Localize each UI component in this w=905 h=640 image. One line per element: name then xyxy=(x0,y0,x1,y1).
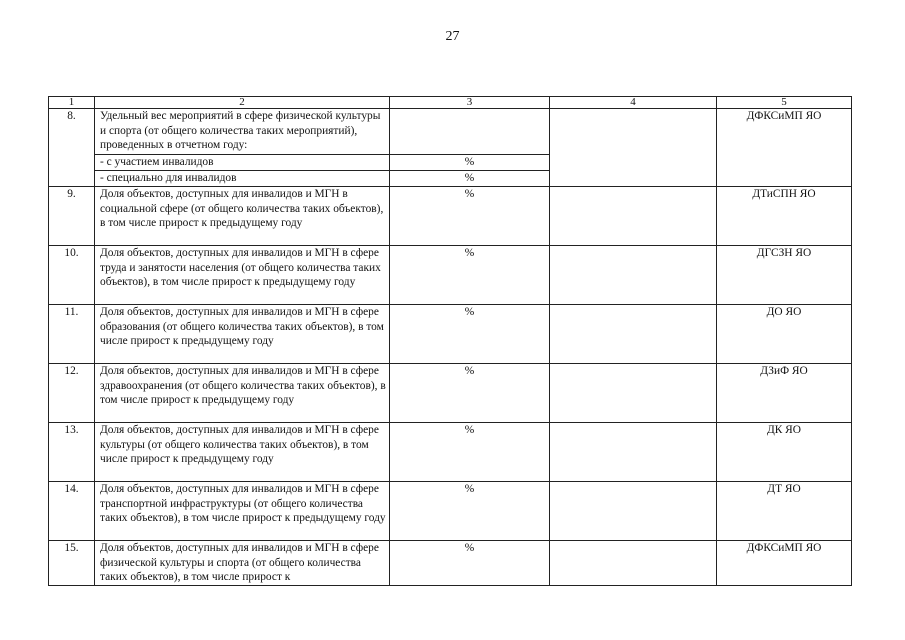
row-name: Доля объектов, доступных для инвалидов и МГН в сфере образования (от общего количества таких объектов), в том числе прирост к предыдущему году xyxy=(95,305,390,364)
row-value xyxy=(550,364,717,423)
row-unit: % xyxy=(390,305,550,364)
row-value xyxy=(550,423,717,482)
row-unit: % xyxy=(390,246,550,305)
row-number: 10. xyxy=(49,246,95,305)
row-responsible: ДК ЯО xyxy=(717,423,852,482)
row-name: Доля объектов, доступных для инвалидов и МГН в сфере транспортной инфраструктуры (от общего количества таких объектов), в том числе прирост к предыдущему году xyxy=(95,482,390,541)
header-cell-3: 3 xyxy=(390,97,550,109)
row-unit: % xyxy=(390,423,550,482)
row-name: Доля объектов, доступных для инвалидов и МГН в сфере культуры (от общего количества таких объектов), в том числе прирост к предыдущему году xyxy=(95,423,390,482)
header-cell-4: 4 xyxy=(550,97,717,109)
header-cell-5: 5 xyxy=(717,97,852,109)
row-unit: % xyxy=(390,364,550,423)
row-name: Доля объектов, доступных для инвалидов и МГН в сфере труда и занятости населения (от общего количества таких объектов), в том числе прирост к предыдущему году xyxy=(95,246,390,305)
row-value xyxy=(550,246,717,305)
row-number: 9. xyxy=(49,187,95,246)
header-cell-2: 2 xyxy=(95,97,390,109)
row-value xyxy=(550,305,717,364)
row-responsible: ДФКСиМП ЯО xyxy=(717,109,852,187)
row-name: Удельный вес мероприятий в сфере физической культуры и спорта (от общего количества таких мероприятий), проведенных в отчетном году: xyxy=(95,109,390,155)
row-value xyxy=(550,187,717,246)
header-row xyxy=(49,97,852,109)
table-row-14 xyxy=(49,482,852,541)
page-number: 27 xyxy=(445,29,460,44)
table-row-15 xyxy=(49,541,852,586)
subrow-unit: % xyxy=(390,155,550,171)
row-name: Доля объектов, доступных для инвалидов и МГН в сфере здравоохранения (от общего количества таких объектов), в том числе прирост к предыдущему году xyxy=(95,364,390,423)
row-responsible: ДФКСиМП ЯО xyxy=(717,541,852,586)
row-unit: % xyxy=(390,482,550,541)
table-row-10 xyxy=(49,246,852,305)
row-value xyxy=(550,109,717,187)
row-unit: % xyxy=(390,187,550,246)
row-responsible: ДГСЗН ЯО xyxy=(717,246,852,305)
row-value xyxy=(550,482,717,541)
subrow-name: - специально для инвалидов xyxy=(95,171,390,187)
indicators-table xyxy=(48,96,852,586)
row-name: Доля объектов, доступных для инвалидов и МГН в сфере физической культуры и спорта (от общего количества таких объектов), в том числе прирост к xyxy=(95,541,390,586)
row-responsible: ДО ЯО xyxy=(717,305,852,364)
row-number: 11. xyxy=(49,305,95,364)
row-number: 12. xyxy=(49,364,95,423)
row-number: 15. xyxy=(49,541,95,586)
row-responsible: ДЗиФ ЯО xyxy=(717,364,852,423)
header-cell-1: 1 xyxy=(49,97,95,109)
row-number: 13. xyxy=(49,423,95,482)
row-unit xyxy=(390,109,550,155)
row-responsible: ДТиСПН ЯО xyxy=(717,187,852,246)
subrow-name: - с участием инвалидов xyxy=(95,155,390,171)
table-row-8 xyxy=(49,109,852,155)
table-row-11 xyxy=(49,305,852,364)
row-unit: % xyxy=(390,541,550,586)
row-name: Доля объектов, доступных для инвалидов и МГН в социальной сфере (от общего количества таких объектов), в том числе прирост к предыдущему году xyxy=(95,187,390,246)
row-value xyxy=(550,541,717,586)
subrow-unit: % xyxy=(390,171,550,187)
table-row-12 xyxy=(49,364,852,423)
row-responsible: ДТ ЯО xyxy=(717,482,852,541)
table-row-13 xyxy=(49,423,852,482)
row-number: 8. xyxy=(49,109,95,187)
row-number: 14. xyxy=(49,482,95,541)
table-row-9 xyxy=(49,187,852,246)
